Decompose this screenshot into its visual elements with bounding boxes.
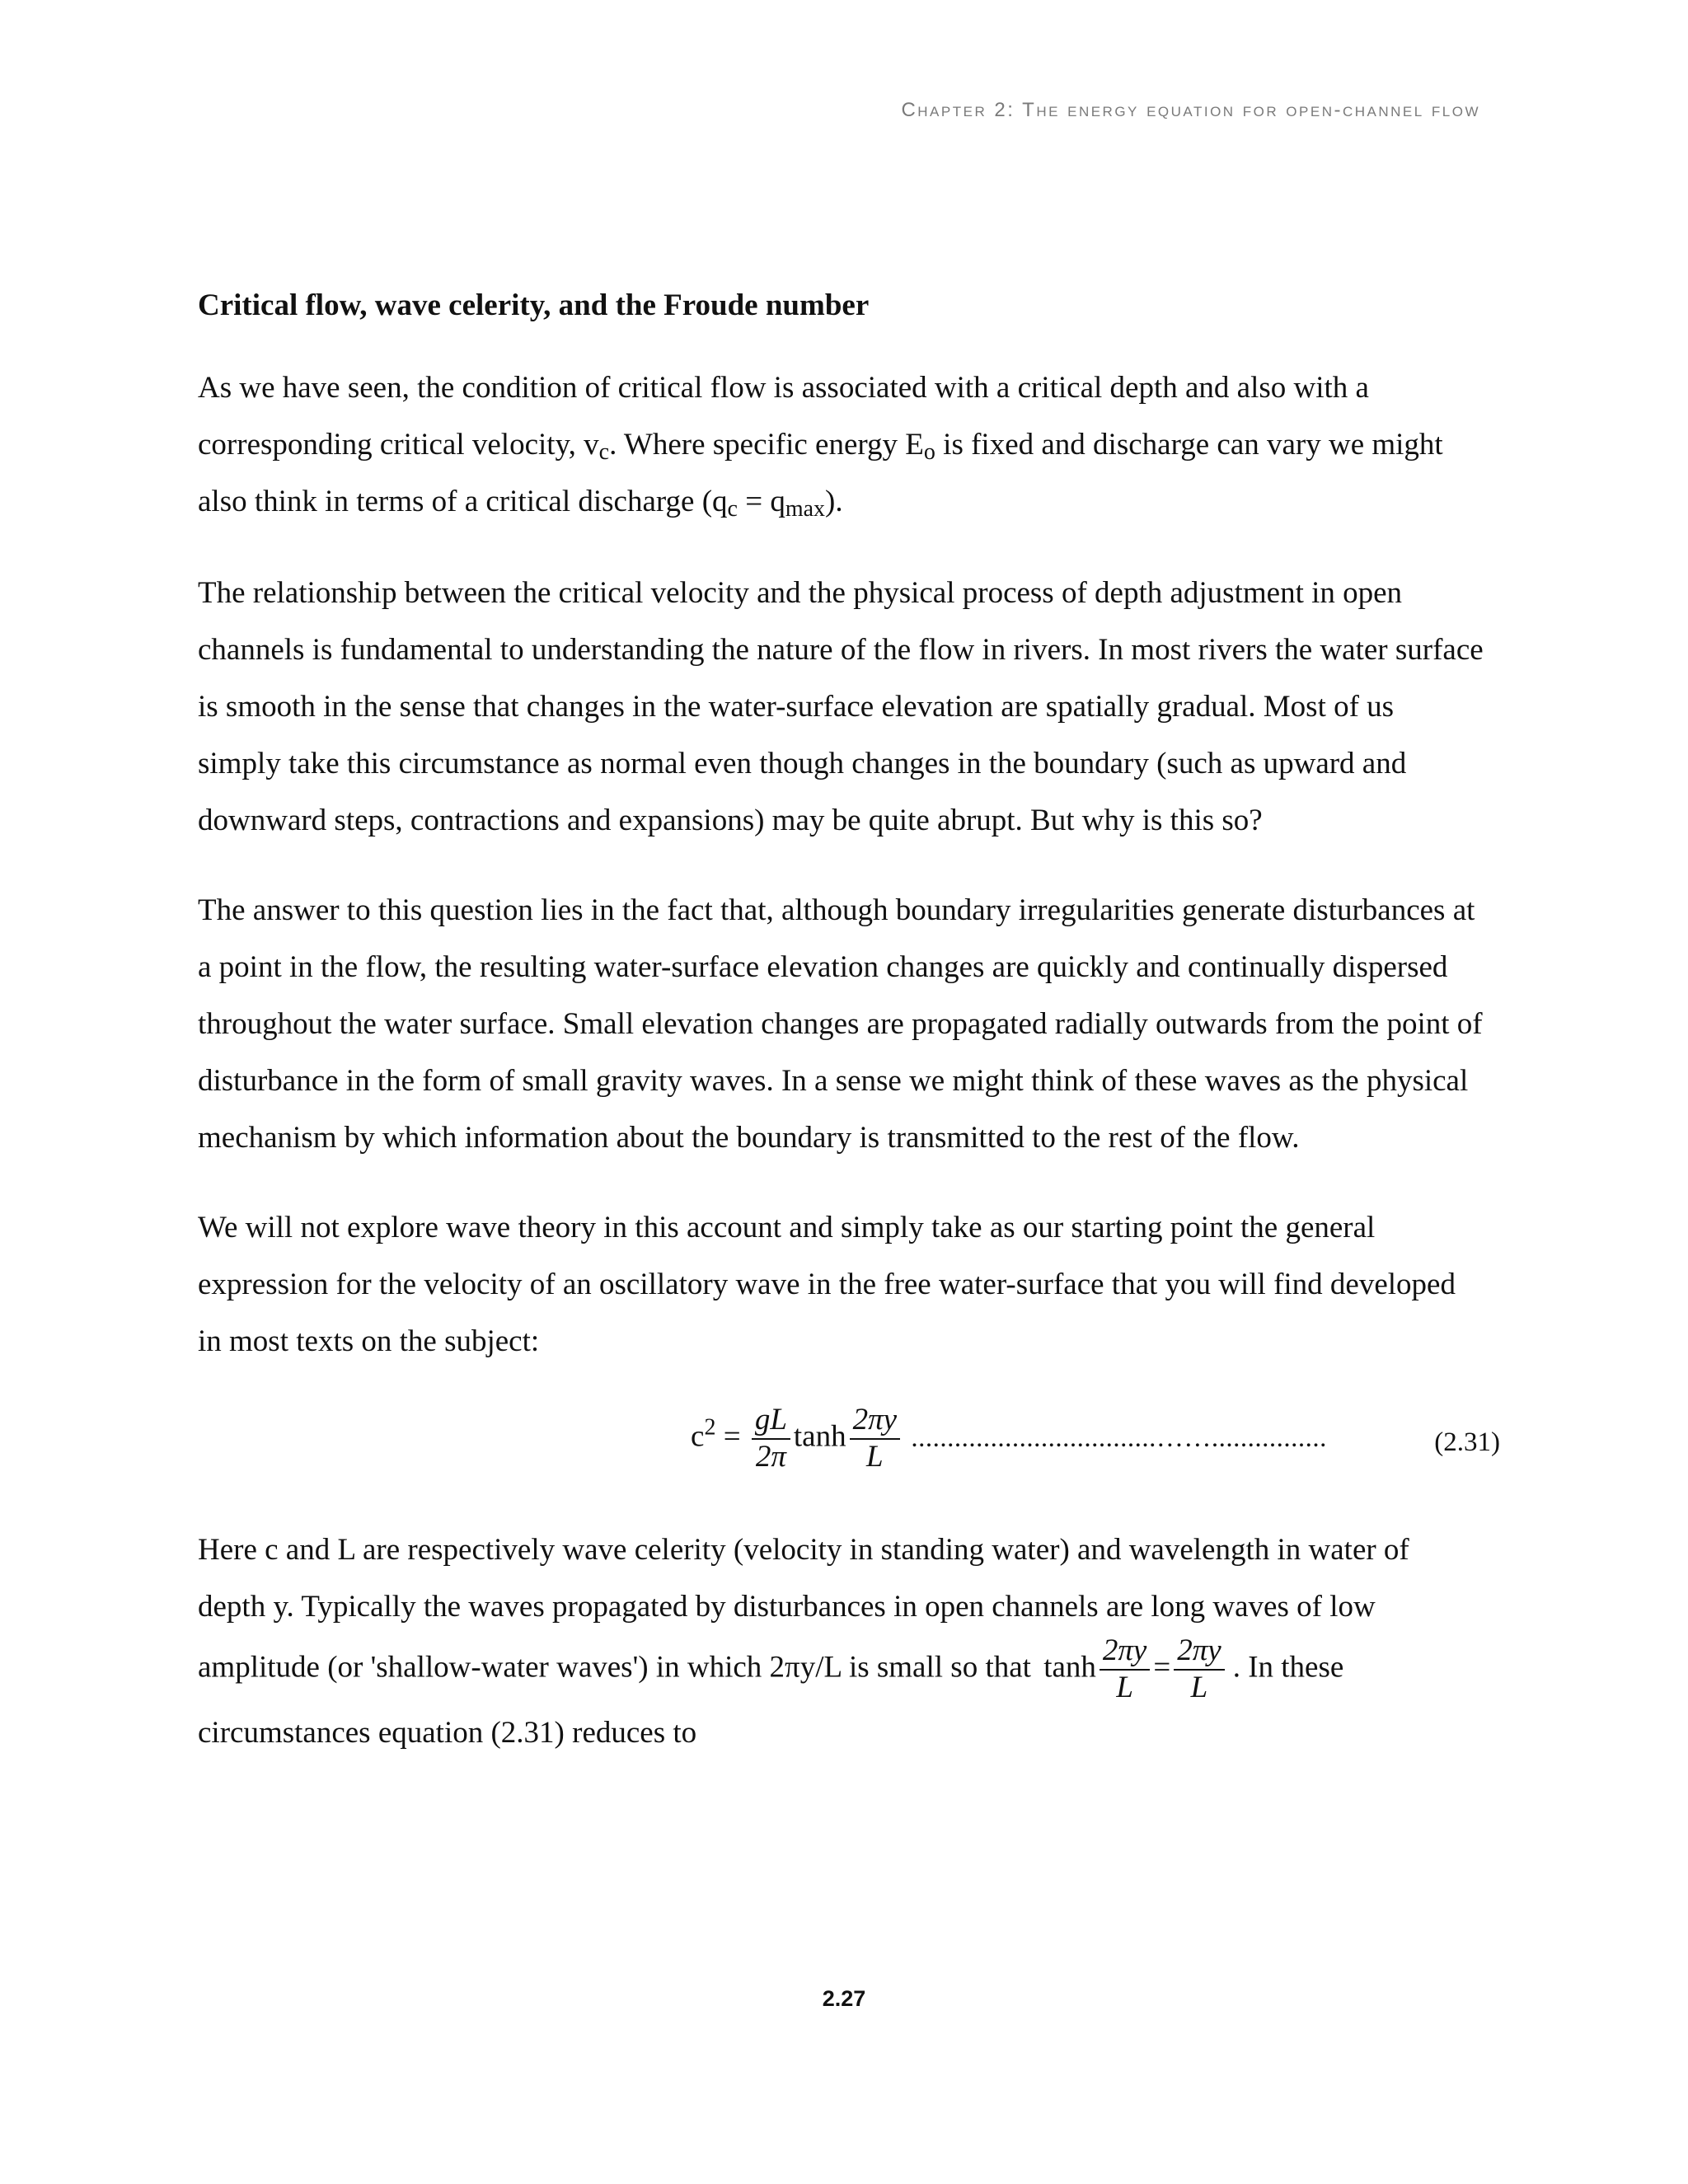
equation-body (691, 1404, 1372, 1474)
para1-text-1: As we have seen, the condition of critical flow is associated with a critical depth and also with a corresponding critical velocity, v (198, 371, 1369, 462)
paragraph-depth-adjustment: The relationship between the critical velocity and the physical process of depth adjustment in open channels is fundamental to understanding the nature of the flow in rivers. In most rivers the water surface is smooth in the sense that changes in the water-surface elevation are spatially gradual. Most of us simply take this circumstance as normal even though changes in the boundary (such as upward and downward steps, contractions and expansions) may be quite abrupt. But why is this so? (198, 576, 1484, 837)
inline-equals: = (1153, 1650, 1171, 1685)
para1-text-4: = q (737, 485, 785, 518)
inline-fraction-2 (1174, 1635, 1224, 1704)
section-heading: Critical flow, wave celerity, and the Froude number (198, 288, 870, 322)
inline-f1-numerator: 2πy (1100, 1635, 1150, 1671)
inline-equation-tanh (1043, 1635, 1228, 1704)
paragraph-wave-theory: We will not explore wave theory in this account and simply take as our starting point the general expression for the velocity of an oscillatory wave in the free water-surface that you will find developed in most texts on the subject: (198, 1211, 1456, 1358)
para1-text-5: ). (825, 485, 843, 518)
para1-text-2: . Where specific energy E (609, 428, 924, 462)
eq-leader-dots: ..................................……................ (911, 1423, 1327, 1454)
page-body (198, 285, 1500, 1761)
para1-sub-1: c (598, 439, 610, 465)
eq-equals: = (723, 1419, 741, 1454)
eq-fraction-gl-2pi (752, 1404, 790, 1474)
equation-number: (2.31) (1434, 1427, 1500, 1457)
inline-f2-numerator: 2πy (1174, 1635, 1224, 1671)
eq-frac2-denominator: L (866, 1439, 884, 1474)
running-head: Chapter 2: The energy equation for open-channel flow (901, 99, 1480, 121)
page-number: 2.27 (822, 1986, 866, 2011)
para5-text-1: Here c and L are respectively wave celerity (velocity in standing water) and wavelength in water of depth y. Typically the waves propagated by disturbances in open channels are long waves of low amplitude (or 'shallow-water waves') in which 2πy/L is small so that (198, 1533, 1409, 1685)
inline-tanh: tanh (1043, 1650, 1096, 1685)
eq-lhs: c (691, 1419, 705, 1454)
eq-frac2-numerator: 2πy (850, 1404, 900, 1440)
paragraph-shallow-water (198, 1521, 1484, 1761)
paragraph-disturbances: The answer to this question lies in the fact that, although boundary irregularities generate disturbances at a point in the flow, the resulting water-surface elevation changes are quickly and continually dispersed throughout the water surface. Small elevation changes are propagated radially outwards from the point of disturbance in the form of small gravity waves. In a sense we might think of these waves as the physical mechanism by which information about the boundary is transmitted to the rest of the flow. (198, 893, 1483, 1155)
para1-sub-4: max (785, 496, 826, 522)
para1-sub-3: c (727, 496, 738, 522)
eq-tanh: tanh (793, 1419, 846, 1454)
inline-fraction-1 (1100, 1635, 1150, 1704)
equation-2-31 (198, 1399, 1500, 1490)
eq-frac1-numerator: gL (752, 1404, 790, 1440)
eq-frac1-denominator: 2π (755, 1439, 786, 1474)
inline-f2-denominator: L (1190, 1670, 1208, 1704)
para1-sub-2: o (923, 439, 935, 465)
paragraph-critical-flow (198, 359, 1484, 530)
para5-text-2: . In these circumstances equation (2.31) reduces to (198, 1650, 1344, 1750)
eq-fraction-2piy-l (850, 1404, 900, 1474)
eq-lhs-exponent: 2 (704, 1414, 716, 1441)
para1-text-3: is fixed and discharge can vary we might also think in terms of a critical discharge (q (198, 428, 1443, 518)
inline-f1-denominator: L (1116, 1670, 1133, 1704)
